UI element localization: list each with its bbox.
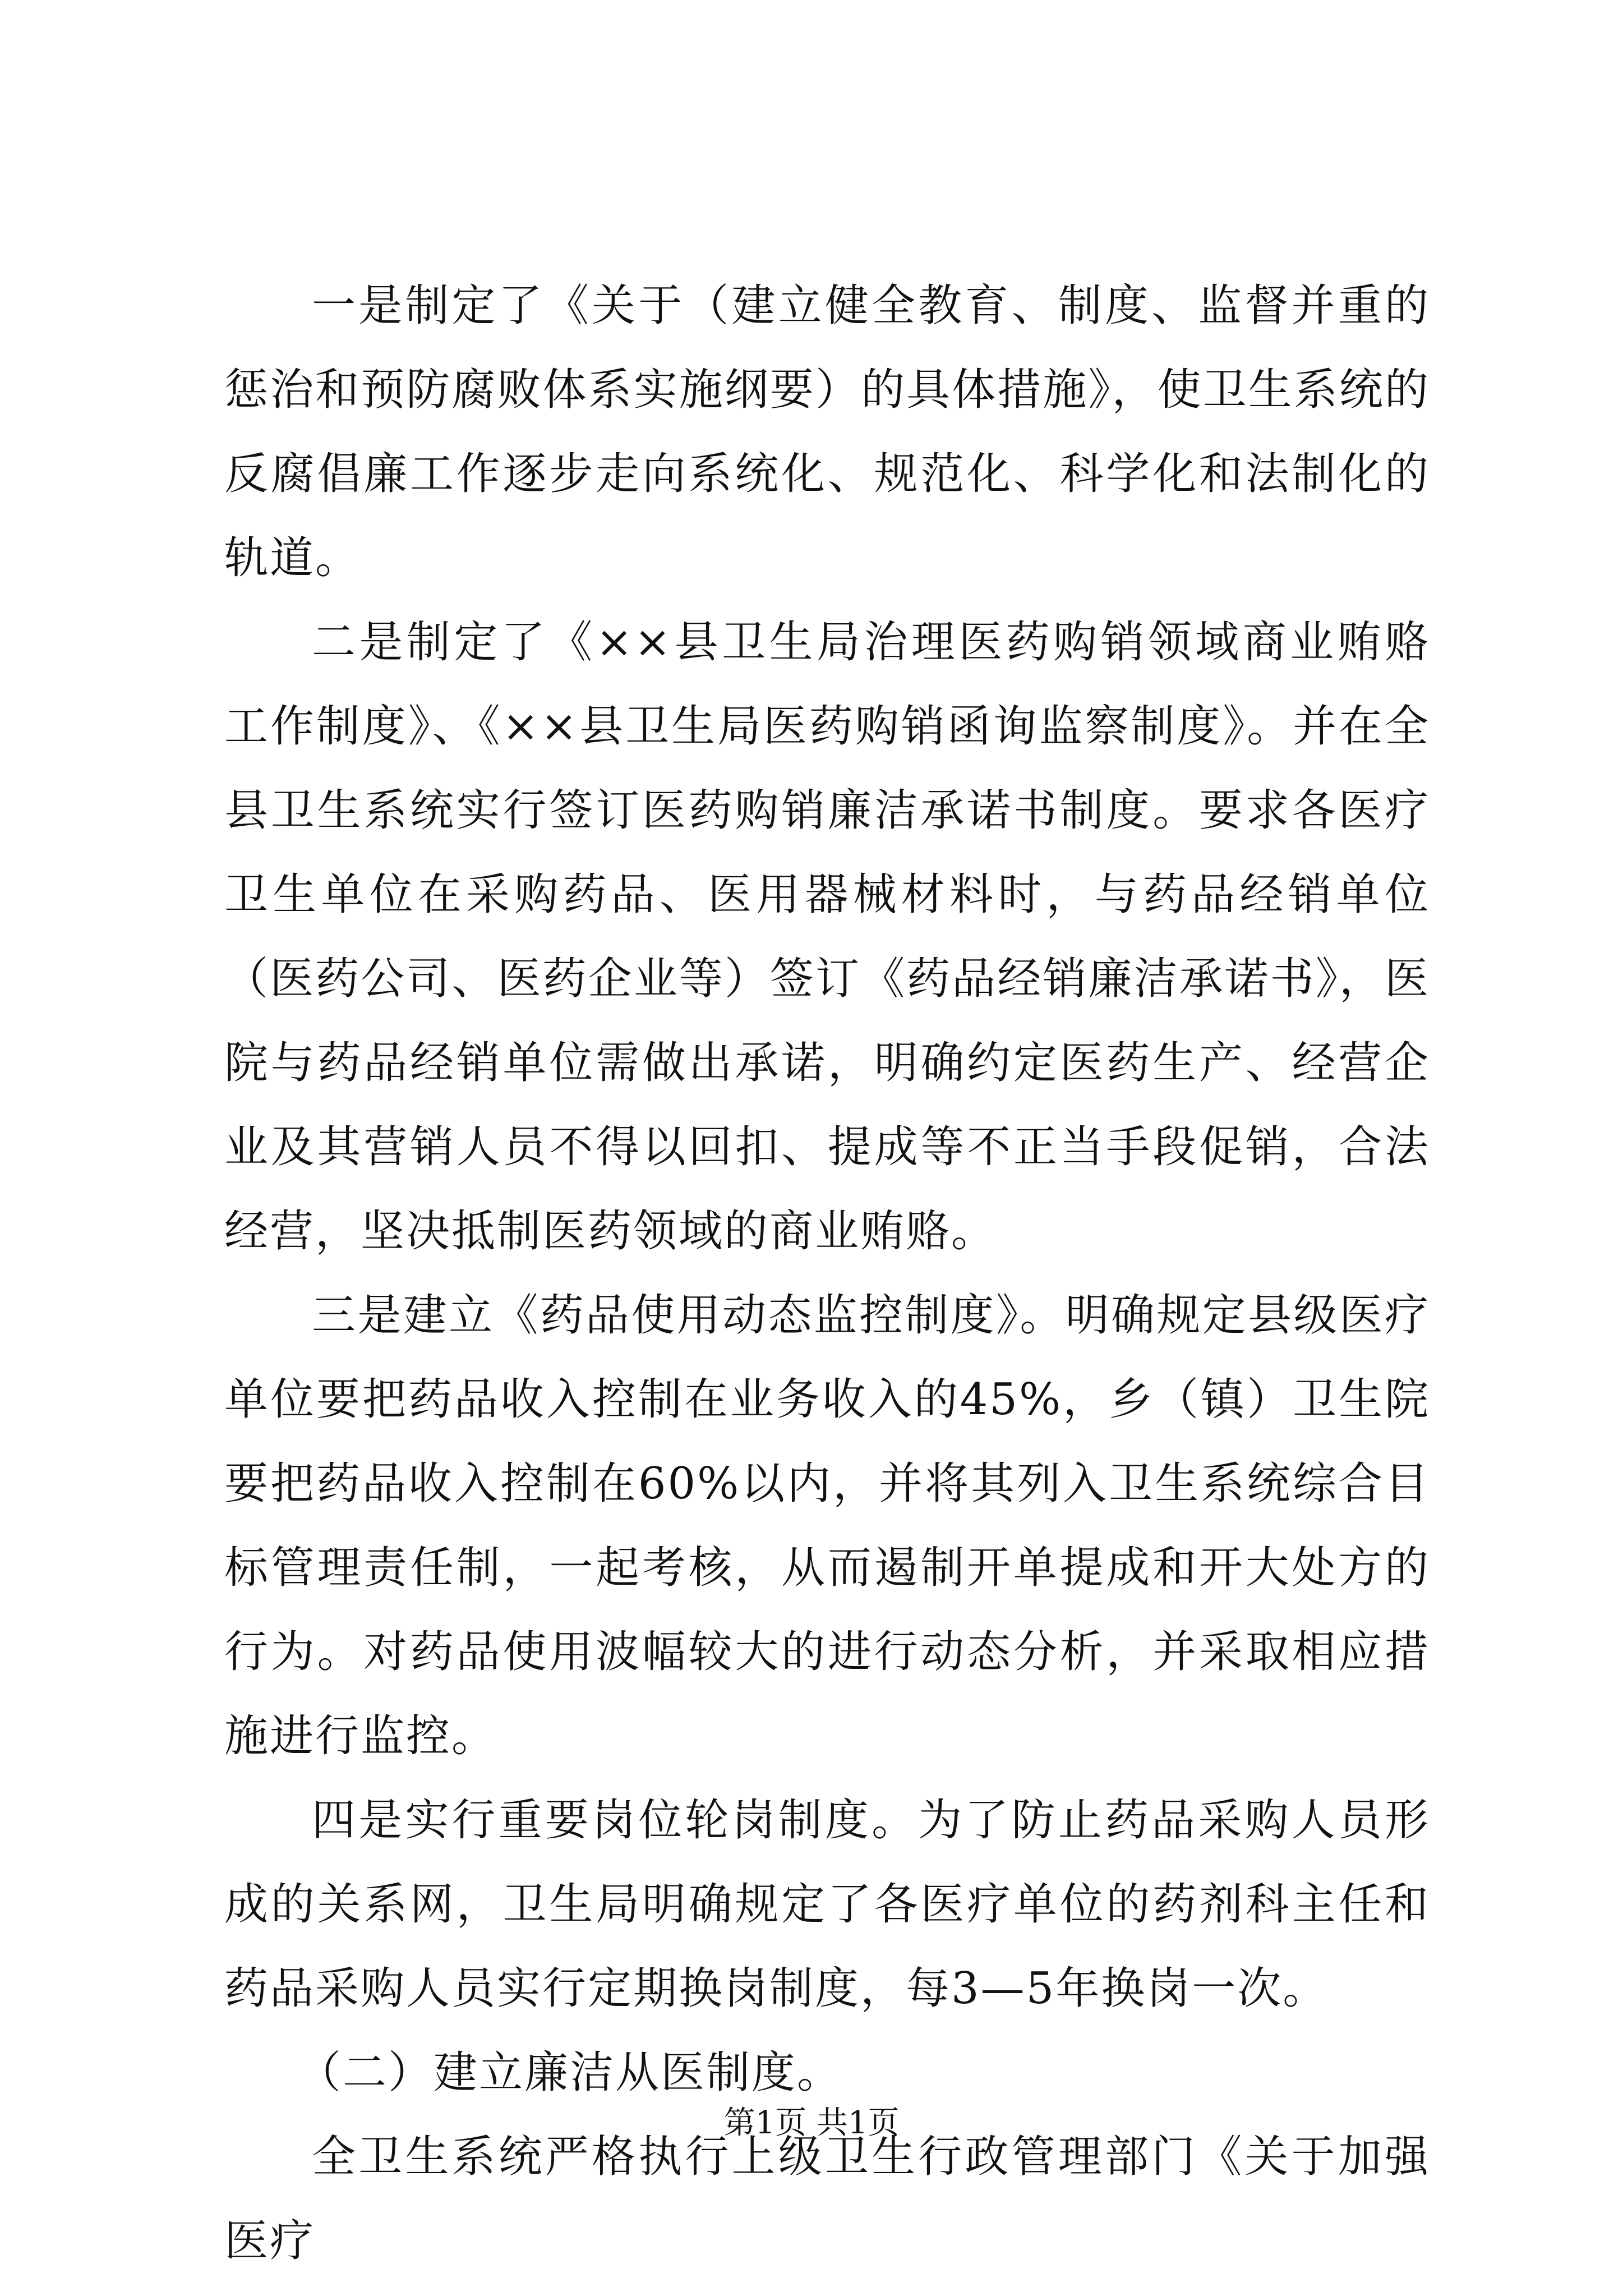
paragraph-2: 二是制定了《××县卫生局治理医药购销领域商业贿赂工作制度》、《××县卫生局医药购销函询监察制度》。并在全县卫生系统实行签订医药购销廉洁承诺书制度。要求各医疗卫生单位在采购药品、医用器械材料时，与药品经销单位（医药公司、医药企业等）签订《药品经销廉洁承诺书》，医院与药品经销单位需做出承诺，明确约定医药生产、经营企业及其营销人员不得以回扣、提成等不正当手段促销，合法经营，坚决抵制医药领域的商业贿赂。 [224, 617, 1430, 1257]
paragraph-3: 三是建立《药品使用动态监控制度》。明确规定县级医疗单位要把药品收入控制在业务收入的45%，乡（镇）卫生院要把药品收入控制在60%以内，并将其列入卫生系统综合目标管理责任制，一起考核，从而遏制开单提成和开大处方的行为。对药品使用波幅较大的进行动态分析，并采取相应措施进行监控。 [224, 1290, 1430, 1761]
paragraph-5: 全卫生系统严格执行上级卫生行政管理部门《关于加强医疗 [224, 2132, 1430, 2266]
paragraph-1: 一是制定了《关于（建立健全教育、制度、监督并重的惩治和预防腐败体系实施纲要）的具体措施》，使卫生系统的反腐倡廉工作逐步走向系统化、规范化、科学化和法制化的轨道。 [224, 280, 1430, 583]
paragraph-4: 四是实行重要岗位轮岗制度。为了防止药品采购人员形成的关系网，卫生局明确规定了各医疗单位的药剂科主任和药品采购人员实行定期换岗制度，每3—5年换岗一次。 [224, 1795, 1430, 2014]
document-body [224, 264, 1430, 2283]
section-heading: （二）建立廉洁从医制度。 [297, 2047, 843, 2098]
page-footer: 第1页 共1页 [723, 2105, 900, 2141]
